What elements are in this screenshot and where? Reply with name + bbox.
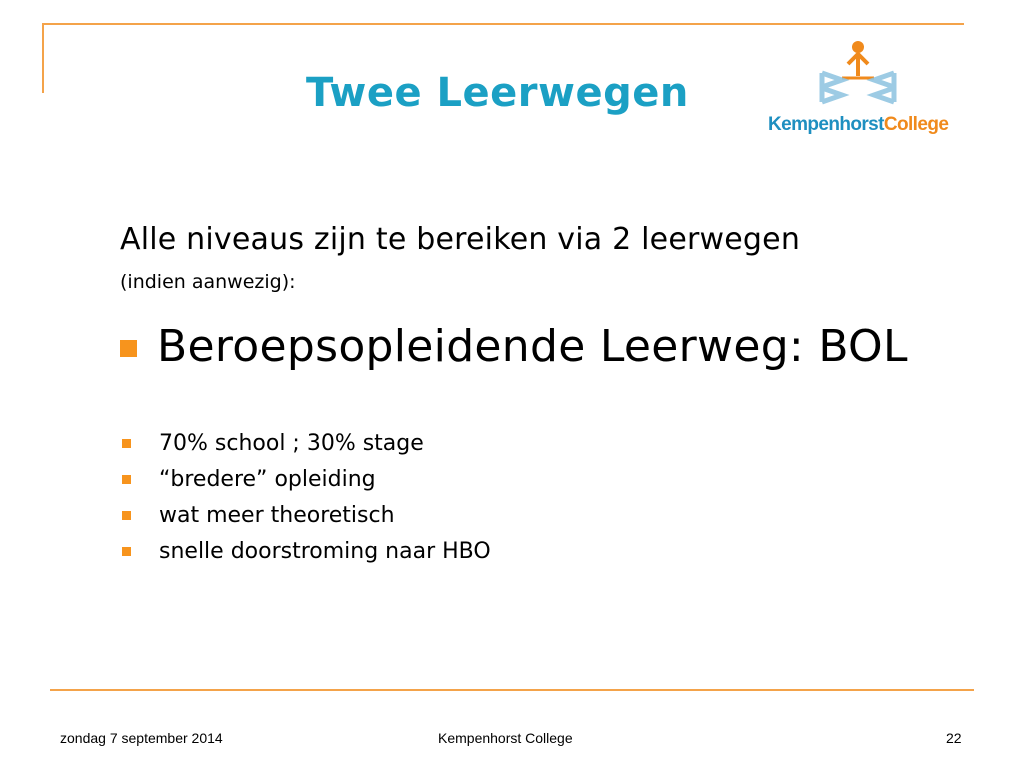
bullet-square-icon (122, 475, 131, 484)
list-item-label: 70% school ; 30% stage (159, 430, 424, 456)
main-bullet-label: Beroepsopleidende Leerweg: BOL (157, 320, 908, 372)
frame-left-line (42, 23, 44, 93)
list-item-label: snelle doorstroming naar HBO (159, 538, 491, 564)
list-item-label: wat meer theoretisch (159, 502, 395, 528)
list-item (120, 461, 491, 497)
logo-text (768, 114, 948, 136)
logo-figure-icon (764, 40, 960, 114)
list-item (120, 533, 491, 569)
bullet-square-icon (122, 511, 131, 520)
logo-name-part1: Kempenhorst (768, 114, 884, 135)
footer-center-text: Kempenhorst College (438, 730, 573, 746)
list-item (120, 497, 491, 533)
sub-bullet-list (120, 425, 491, 569)
logo-name-part2: College (883, 114, 949, 135)
main-bullet (120, 318, 908, 374)
list-item-label: “bredere” opleiding (159, 466, 376, 492)
bullet-square-icon (120, 340, 137, 357)
bullet-square-icon (122, 439, 131, 448)
page-number: 22 (946, 730, 962, 746)
footer-divider (50, 689, 974, 691)
intro-text: Alle niveaus zijn te bereiken via 2 leerwegen (120, 222, 801, 257)
slide-title: Twee Leerwegen (306, 70, 689, 116)
list-item (120, 425, 491, 461)
frame-top-line (42, 23, 964, 25)
intro-subtext: (indien aanwezig): (120, 271, 296, 293)
footer-date: zondag 7 september 2014 (60, 730, 223, 746)
kempenhorst-logo (764, 40, 960, 140)
bullet-square-icon (122, 547, 131, 556)
